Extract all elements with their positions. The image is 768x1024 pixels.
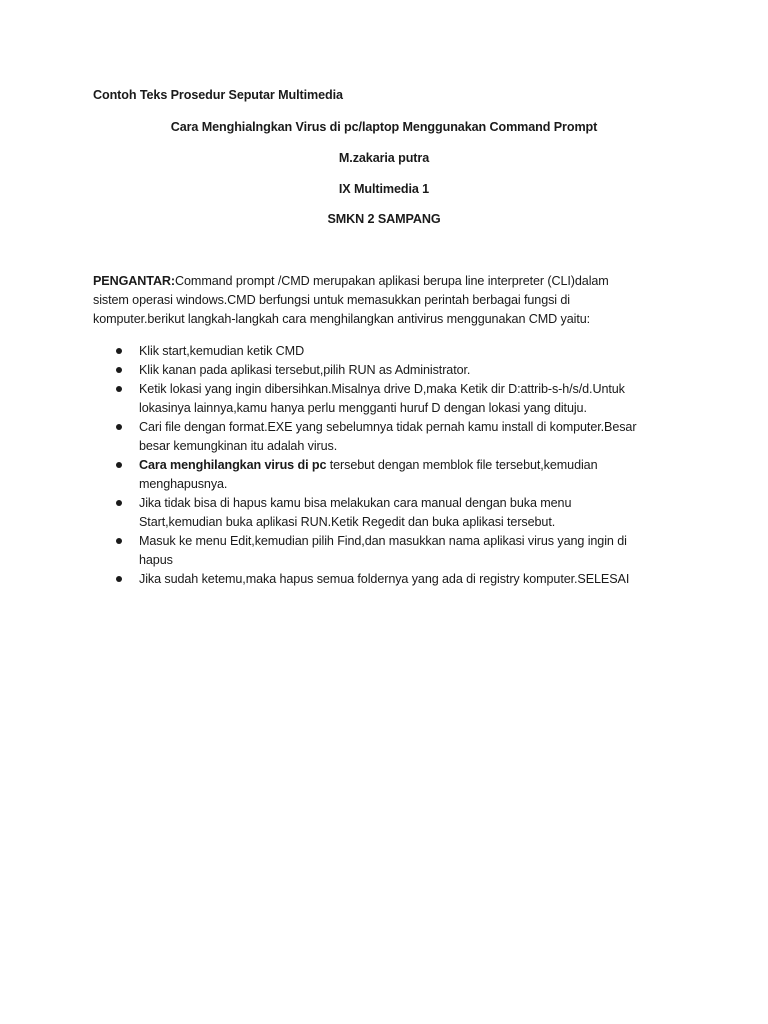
step-text: Klik start,kemudian ketik CMD [139, 344, 305, 358]
step-item [0, 342, 768, 361]
bullet-icon [116, 538, 122, 544]
step-item [0, 494, 768, 532]
step-text: Masuk ke menu Edit,kemudian pilih Find,dan masukkan nama aplikasi virus yang ingin di [139, 534, 627, 548]
step-item [0, 380, 768, 418]
intro-line: komputer.berikut langkah-langkah cara menghilangkan antivirus menggunakan CMD yaitu: [93, 312, 591, 326]
step-item [0, 456, 768, 494]
bullet-icon [116, 367, 122, 373]
bullet-icon [116, 500, 122, 506]
intro-text: Command prompt /CMD merupakan aplikasi berupa line interpreter (CLI)dalam [175, 274, 609, 288]
step-text: Jika sudah ketemu,maka hapus semua foldernya yang ada di registry komputer.SELESAI [139, 572, 630, 586]
step-text [139, 456, 768, 475]
step-item [0, 361, 768, 380]
intro-paragraph [93, 272, 653, 329]
step-item [0, 418, 768, 456]
bullet-icon [116, 348, 122, 354]
document-header-line: Contoh Teks Prosedur Seputar Multimedia [93, 88, 343, 102]
intro-line: sistem operasi windows.CMD berfungsi untuk memasukkan perintah berbagai fungsi di [93, 293, 570, 307]
step-text: menghapusnya. [139, 477, 228, 491]
step-text: Cari file dengan format.EXE yang sebelumnya tidak pernah kamu install di komputer.Besar [139, 420, 637, 434]
bullet-icon [116, 576, 122, 582]
bullet-icon [116, 386, 122, 392]
steps-list [0, 342, 768, 589]
bullet-icon [116, 424, 122, 430]
step-text: Jika tidak bisa di hapus kamu bisa melakukan cara manual dengan buka menu [139, 496, 572, 510]
step-text: lokasinya lainnya,kamu hanya perlu mengganti huruf D dengan lokasi yang dituju. [139, 401, 587, 415]
intro-line [93, 272, 653, 291]
step-bold-link-text: Cara menghilangkan virus di pc [139, 458, 327, 472]
school-name: SMKN 2 SAMPANG [327, 212, 441, 226]
step-text: Klik kanan pada aplikasi tersebut,pilih RUN as Administrator. [139, 363, 471, 377]
step-item [0, 570, 768, 589]
step-text: hapus [139, 553, 173, 567]
step-item [0, 532, 768, 570]
bullet-icon [116, 462, 122, 468]
step-text: Start,kemudian buka aplikasi RUN.Ketik Regedit dan buka aplikasi tersebut. [139, 515, 556, 529]
step-text: besar kemungkinan itu adalah virus. [139, 439, 338, 453]
author-name: M.zakaria putra [338, 151, 430, 165]
class-name: IX Multimedia 1 [338, 182, 430, 196]
step-text-rest: tersebut dengan memblok file tersebut,kemudian [326, 458, 598, 472]
document-title: Cara Menghialngkan Virus di pc/laptop Menggunakan Command Prompt [170, 120, 598, 134]
intro-label: PENGANTAR: [93, 274, 176, 288]
step-text: Ketik lokasi yang ingin dibersihkan.Misalnya drive D,maka Ketik dir D:attrib-s-h/s/d.Untuk [139, 382, 625, 396]
